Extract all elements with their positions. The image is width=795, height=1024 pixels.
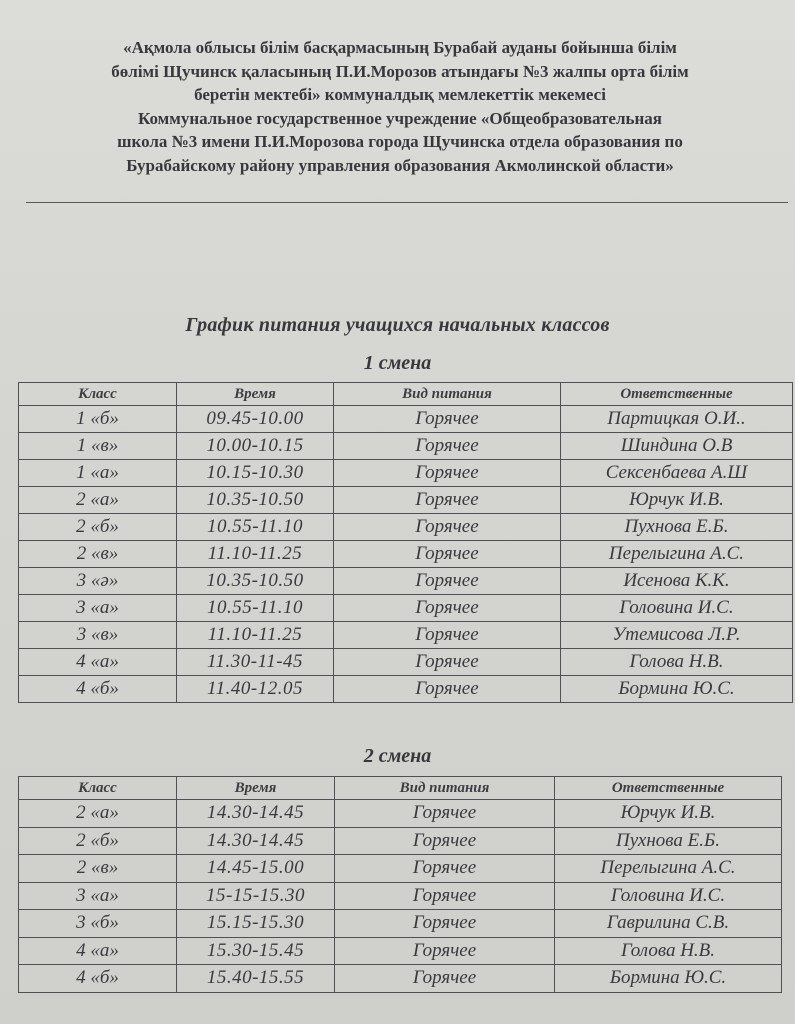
- column-header-responsible: Ответственные: [555, 777, 782, 800]
- cell-time: 10.55-11.10: [177, 595, 334, 622]
- cell-responsible: Голова Н.В.: [561, 649, 793, 676]
- cell-responsible: Пухнова Е.Б.: [561, 514, 793, 541]
- cell-meal-type: Горячее: [334, 460, 561, 487]
- column-header-class: Класс: [19, 383, 177, 406]
- header-line: «Ақмола облысы білім басқармасының Бурабай ауданы бойынша білім: [123, 38, 677, 57]
- cell-meal-type: Горячее: [335, 855, 555, 883]
- column-header-meal-type: Вид питания: [335, 777, 555, 800]
- table-row: [19, 514, 793, 541]
- cell-meal-type: Горячее: [335, 827, 555, 855]
- cell-time: 10.35-10.50: [177, 487, 334, 514]
- cell-responsible: Исенова К.К.: [561, 568, 793, 595]
- cell-time: 15.15-15.30: [177, 910, 335, 938]
- cell-time: 11.10-11.25: [177, 622, 334, 649]
- header-line: беретін мектебі» коммуналдық мемлекеттік мекемесі: [194, 85, 606, 104]
- cell-class: 2 «б»: [19, 514, 177, 541]
- shift-1-title: 1 смена: [363, 352, 432, 374]
- cell-responsible: Шиндина О.В: [561, 433, 793, 460]
- cell-class: 3 «а»: [19, 882, 177, 910]
- cell-meal-type: Горячее: [334, 595, 561, 622]
- cell-time: 10.35-10.50: [177, 568, 334, 595]
- column-header-meal-type: Вид питания: [334, 383, 561, 406]
- cell-class: 3 «в»: [19, 622, 177, 649]
- cell-responsible: Головина И.С.: [561, 595, 793, 622]
- cell-time: 15-15-15.30: [177, 882, 335, 910]
- table-row: [19, 649, 793, 676]
- cell-class: 2 «б»: [19, 827, 177, 855]
- cell-class: 3 «ә»: [19, 568, 177, 595]
- cell-class: 3 «б»: [19, 910, 177, 938]
- cell-class: 1 «а»: [19, 460, 177, 487]
- cell-meal-type: Горячее: [335, 800, 555, 828]
- cell-meal-type: Горячее: [334, 406, 561, 433]
- shift-1-table: [18, 382, 793, 703]
- cell-class: 2 «в»: [19, 855, 177, 883]
- cell-responsible: Перелыгина А.С.: [561, 541, 793, 568]
- table-row: [19, 965, 782, 993]
- cell-time: 10.00-10.15: [177, 433, 334, 460]
- header-line: бөлімі Щучинск қаласының П.И.Морозов атындағы №3 жалпы орта білім: [111, 61, 689, 81]
- cell-class: 2 «а»: [19, 487, 177, 514]
- table-row: [19, 622, 793, 649]
- cell-time: 15.30-15.45: [177, 937, 335, 965]
- table-row: [19, 487, 793, 514]
- table-row: [19, 460, 793, 487]
- cell-time: 11.40-12.05: [177, 676, 334, 703]
- cell-responsible: Партицкая О.И..: [561, 406, 793, 433]
- cell-class: 4 «б»: [19, 676, 177, 703]
- table-row: [19, 937, 782, 965]
- header-divider: [26, 202, 788, 203]
- cell-class: 1 «в»: [19, 433, 177, 460]
- header-line: Коммунальное государственное учреждение «Общеобразовательная: [138, 108, 662, 128]
- table-header-row: [19, 383, 793, 406]
- cell-responsible: Гаврилина С.В.: [555, 910, 782, 938]
- cell-meal-type: Горячее: [334, 433, 561, 460]
- cell-time: 14.30-14.45: [177, 827, 335, 855]
- cell-responsible: Утемисова Л.Р.: [561, 622, 793, 649]
- cell-class: 4 «а»: [19, 649, 177, 676]
- cell-meal-type: Горячее: [334, 622, 561, 649]
- cell-class: 2 «а»: [19, 800, 177, 828]
- table-header-row: [19, 777, 782, 800]
- table-row: [19, 800, 782, 828]
- cell-responsible: Пухнова Е.Б.: [555, 827, 782, 855]
- cell-class: 3 «а»: [19, 595, 177, 622]
- cell-meal-type: Горячее: [334, 487, 561, 514]
- cell-time: 15.40-15.55: [177, 965, 335, 993]
- header-line: школа №3 имени П.И.Морозова города Щучинска отдела образования по: [117, 132, 683, 151]
- column-header-responsible: Ответственные: [561, 383, 793, 406]
- cell-time: 11.10-11.25: [177, 541, 334, 568]
- cell-responsible: Головина И.С.: [555, 882, 782, 910]
- cell-time: 09.45-10.00: [177, 406, 334, 433]
- cell-class: 1 «б»: [19, 406, 177, 433]
- cell-class: 4 «а»: [19, 937, 177, 965]
- table-row: [19, 433, 793, 460]
- table-row: [19, 910, 782, 938]
- cell-time: 14.45-15.00: [177, 855, 335, 883]
- table-row: [19, 855, 782, 883]
- cell-meal-type: Горячее: [335, 965, 555, 993]
- cell-meal-type: Горячее: [334, 649, 561, 676]
- table-row: [19, 541, 793, 568]
- cell-time: 11.30-11-45: [177, 649, 334, 676]
- table-row: [19, 568, 793, 595]
- header-line: Бурабайскому району управления образования Акмолинской области»: [126, 155, 674, 175]
- cell-meal-type: Горячее: [335, 910, 555, 938]
- cell-meal-type: Горячее: [334, 514, 561, 541]
- school-header: [30, 36, 770, 177]
- column-header-time: Время: [177, 777, 335, 800]
- cell-class: 4 «б»: [19, 965, 177, 993]
- table-row: [19, 595, 793, 622]
- cell-responsible: Перелыгина А.С.: [555, 855, 782, 883]
- cell-responsible: Юрчук И.В.: [561, 487, 793, 514]
- cell-meal-type: Горячее: [334, 541, 561, 568]
- cell-meal-type: Горячее: [334, 676, 561, 703]
- cell-meal-type: Горячее: [335, 937, 555, 965]
- cell-responsible: Голова Н.В.: [555, 937, 782, 965]
- table-row: [19, 676, 793, 703]
- cell-meal-type: Горячее: [334, 568, 561, 595]
- column-header-time: Время: [177, 383, 334, 406]
- cell-time: 14.30-14.45: [177, 800, 335, 828]
- cell-responsible: Бормина Ю.С.: [561, 676, 793, 703]
- cell-time: 10.55-11.10: [177, 514, 334, 541]
- cell-time: 10.15-10.30: [177, 460, 334, 487]
- table-row: [19, 827, 782, 855]
- shift-2-title: 2 смена: [363, 745, 432, 767]
- table-row: [19, 882, 782, 910]
- document-title: График питания учащихся начальных классов: [185, 314, 610, 336]
- shift-2-table: [18, 776, 782, 993]
- cell-meal-type: Горячее: [335, 882, 555, 910]
- cell-class: 2 «в»: [19, 541, 177, 568]
- cell-responsible: Юрчук И.В.: [555, 800, 782, 828]
- table-row: [19, 406, 793, 433]
- cell-responsible: Бормина Ю.С.: [555, 965, 782, 993]
- cell-responsible: Сексенбаева А.Ш: [561, 460, 793, 487]
- column-header-class: Класс: [19, 777, 177, 800]
